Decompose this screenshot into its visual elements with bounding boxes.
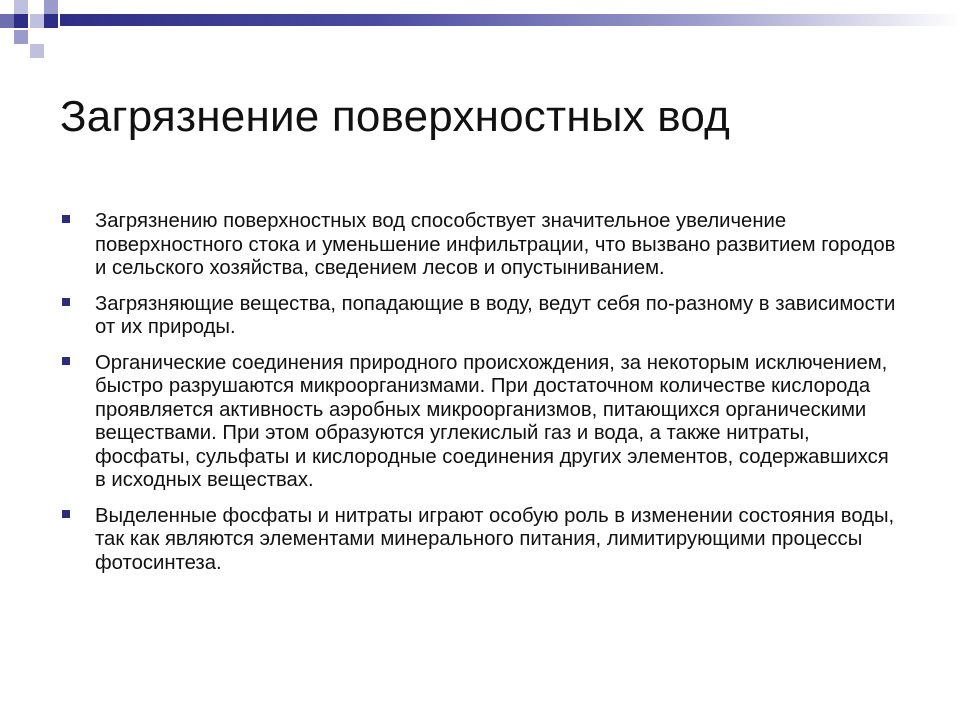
header-gradient-bar [60,14,960,26]
decor-square [14,30,28,44]
square-bullet-icon [62,510,70,518]
decor-square [30,14,44,28]
square-bullet-icon [62,298,70,306]
decor-square [44,0,58,14]
bullet-text: Выделенные фосфаты и нитраты играют особую роль в изменении состояния воды, так как являются элементами минерального питания, лимитирующими процессы фотосинтеза. [95,504,895,574]
bullet-list [60,210,900,587]
square-bullet-icon [62,215,70,223]
bullet-item [60,352,900,493]
slide-title: Загрязнение поверхностных вод [60,92,730,141]
decor-square [14,0,28,14]
bullet-text: Органические соединения природного происхождения, за некоторым исключением, быстро разрушаются микроорганизмами. При достаточном количестве кислорода проявляется активность аэробных микроорганизмов, питающихся органическими веществами. При этом образуются углекислый газ и вода, а также нитраты, фосфаты, сульфаты и кислородные соединения других элементов, содержавшихся в исходных веществах. [95,351,889,491]
decor-square [30,44,44,58]
decor-square [0,14,14,28]
bullet-item [60,293,900,340]
decor-square [14,14,28,28]
bullet-item [60,210,900,281]
square-bullet-icon [62,357,70,365]
bullet-item [60,505,900,576]
decor-square [44,14,58,28]
decor-square [30,30,44,44]
header-decoration [0,0,960,60]
bullet-text: Загрязняющие вещества, попадающие в воду, ведут себя по-разному в зависимости от их природы. [95,292,896,338]
bullet-text: Загрязнению поверхностных вод способствует значительное увеличение поверхностного стока и уменьшение инфильтрации, что вызвано развитием городов и сельского хозяйства, сведением лесов и опустыниванием. [95,210,896,279]
